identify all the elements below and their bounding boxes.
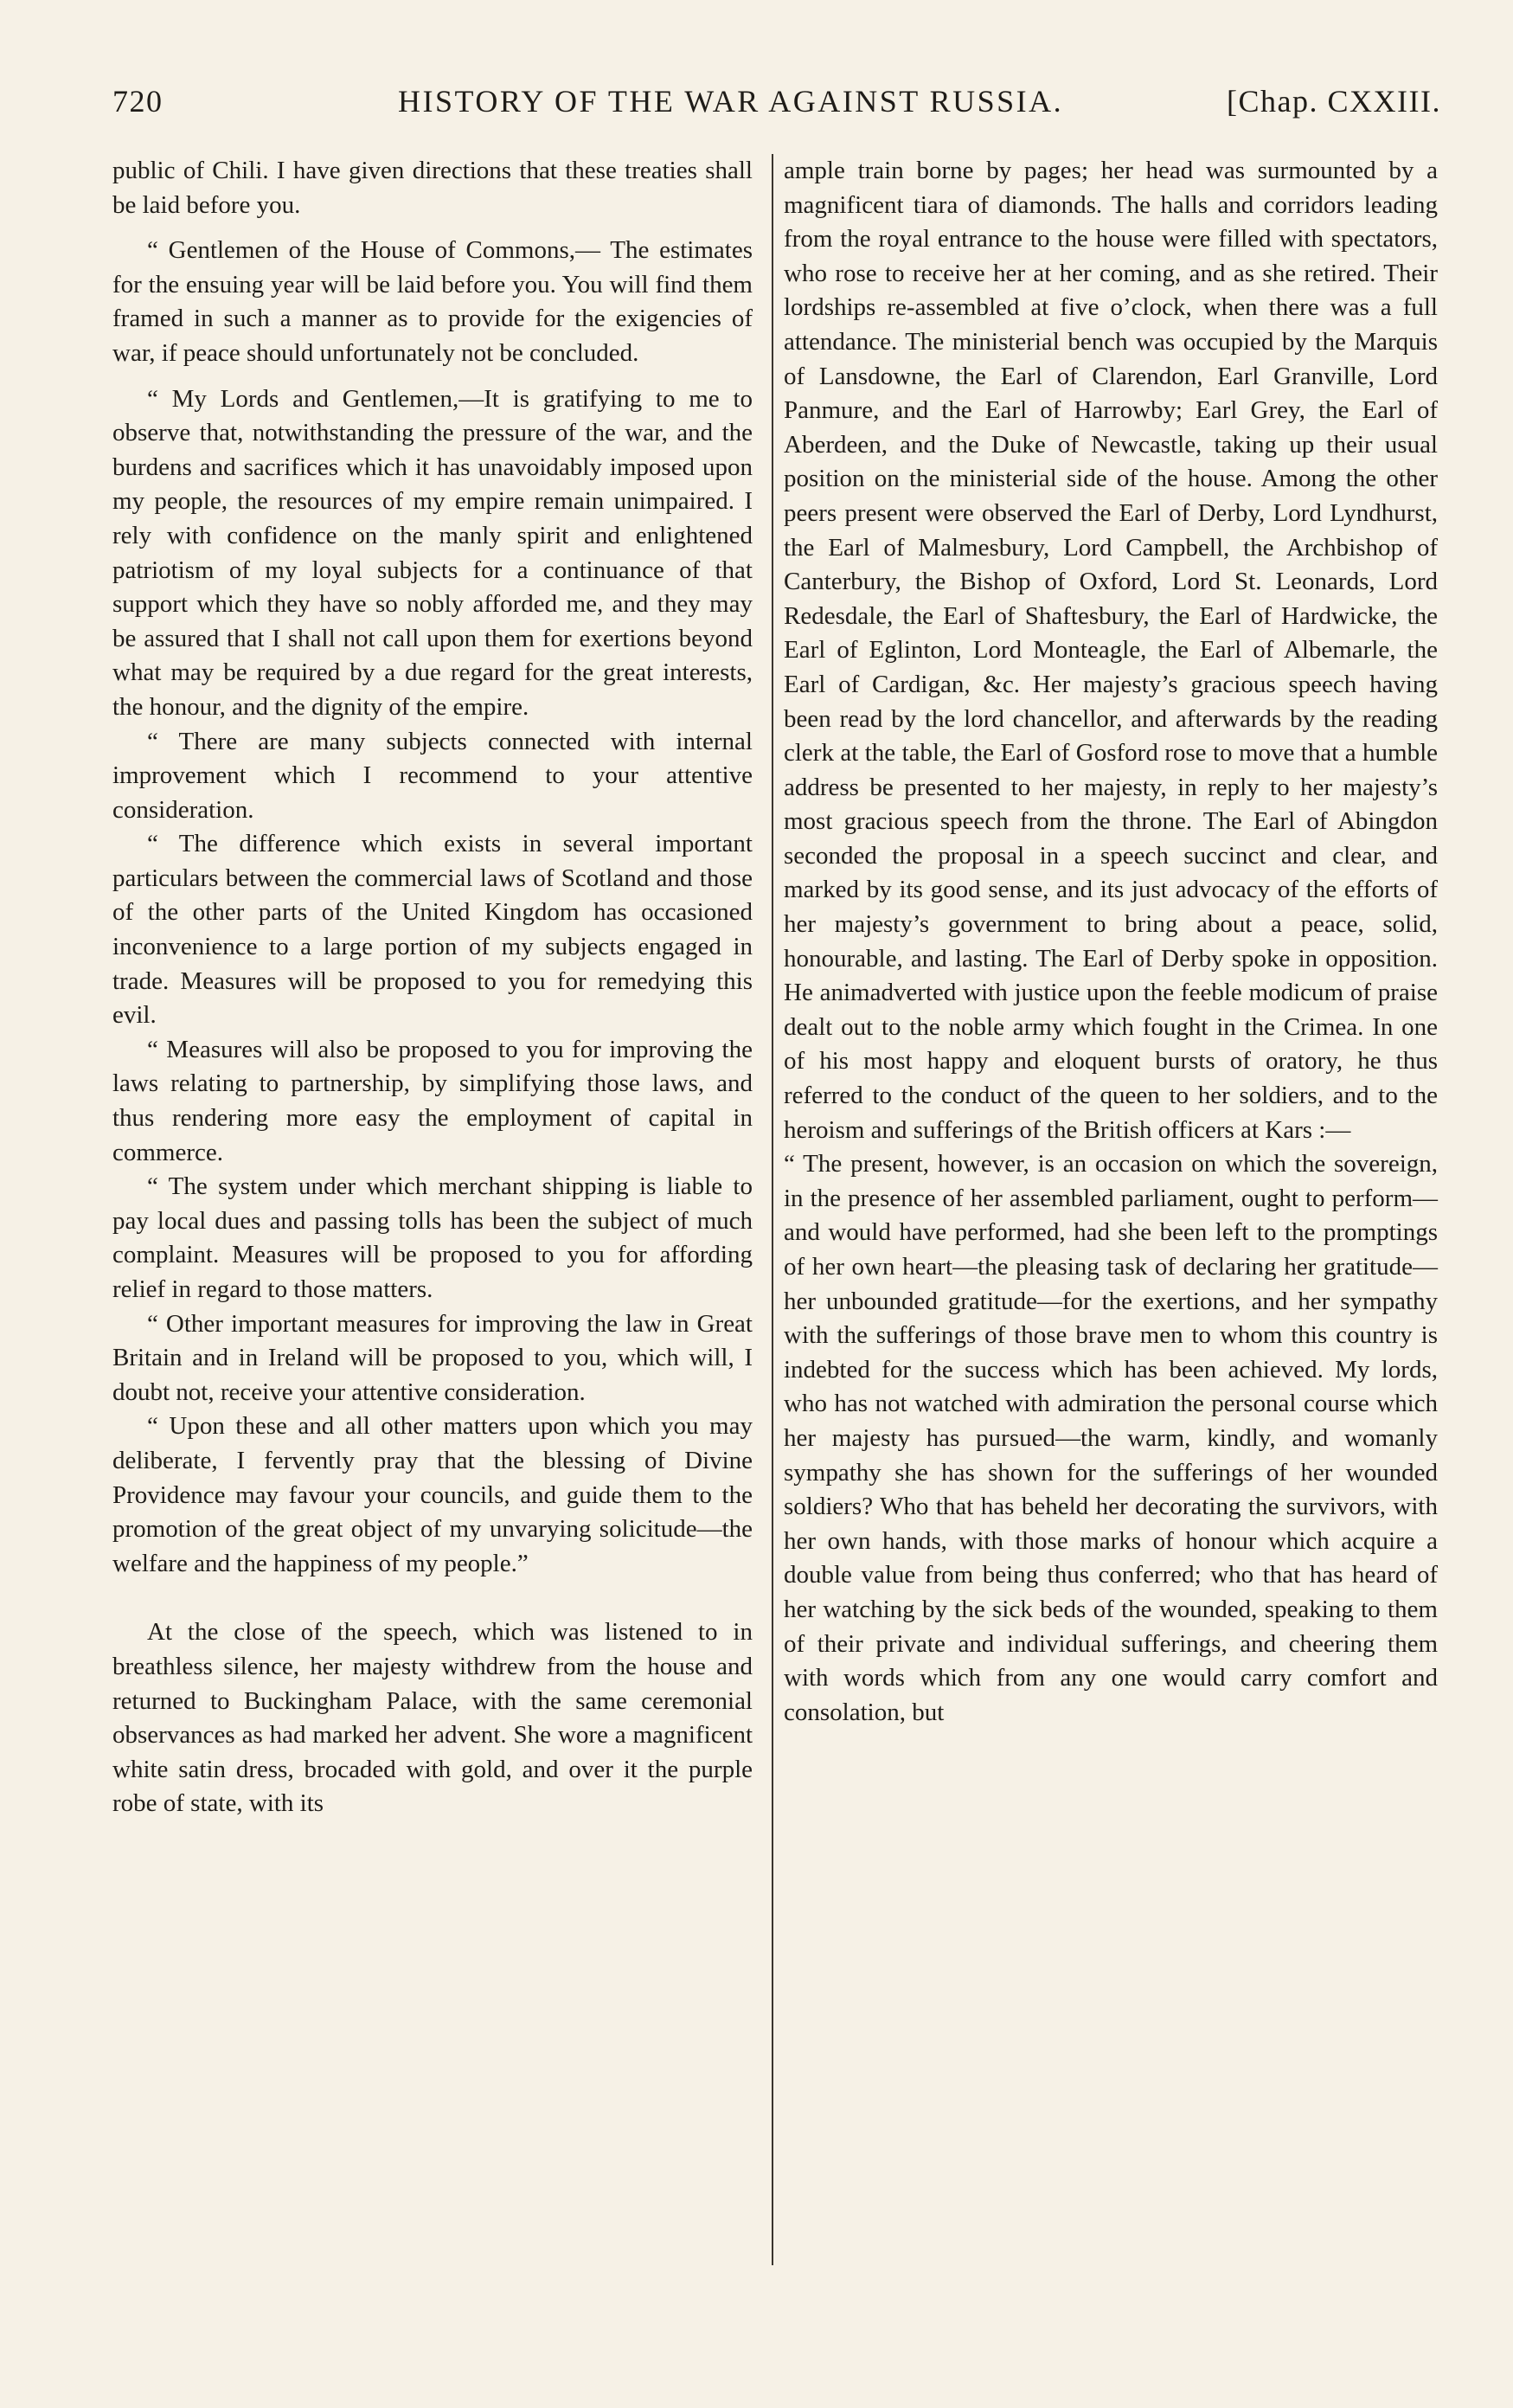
page-number: 720 bbox=[112, 84, 163, 119]
paragraph: “ The system under which merchant shipping is liable to pay local dues and passing tolls has been the subject of much complaint. Measures will be proposed to you for affording relief in regard to those matters. bbox=[112, 1172, 753, 1303]
paragraph: ample train borne by pages; her head was surmounted by a magnificent tiara of diamonds. The halls and corridors leading from the royal entrance to the house were filled with spectators, who rose to receive her at her coming, and as she retired. Their lordships re-assembled at five o’clock, when there was a full attendance. The ministerial bench was occupied by the Marquis of Lansdowne, the Earl of Clarendon, Earl Granville, Lord Panmure, and the Earl of Harrowby; Earl Grey, the Earl of Aberdeen, and the Duke of Newcastle, taking up their usual position on the ministerial side of the house. Among the other peers present were observed the Earl of Derby, Lord Lyndhurst, the Earl of Malmesbury, Lord Campbell, the Archbishop of Canterbury, the Bishop of Oxford, Lord St. Leonards, Lord Redesdale, the Earl of Shaftesbury, the Earl of Hardwicke, the Earl of Eglinton, Lord Monteagle, the Earl of Albemarle, the Earl of Cardigan, &c. Her majesty’s gracious speech having been read by the lord chancellor, and afterwards by the reading clerk at the table, the Earl of Gosford rose to move that a humble address be presented to her majesty, in reply to her majesty’s most gracious speech from the throne. The Earl of Abingdon seconded the proposal in a speech succinct and clear, and marked by its good sense, and its just advocacy of the efforts of her majesty’s government to bring about a peace, solid, honourable, and lasting. The Earl of Derby spoke in opposition. He animadverted with justice upon the feeble modicum of praise dealt out to the noble army which fought in the Crimea. In one of his most happy and eloquent bursts of oratory, he thus referred to the conduct of the queen to her soldiers, and to the heroism and sufferings of the British officers at Kars :— bbox=[784, 157, 1438, 1144]
running-title: HISTORY OF THE WAR AGAINST RUSSIA. bbox=[398, 84, 1064, 119]
paragraph: At the close of the speech, which was listened to in breathless silence, her majesty withdrew from the house and returned to Buckingham Palace, with the same ceremonial observances as had marked her advent. She wore a magnificent white satin dress, brocaded with gold, and over it the purple robe of state, with its bbox=[112, 1618, 753, 1818]
running-head bbox=[112, 83, 1441, 126]
column-divider bbox=[772, 154, 773, 2265]
right-column bbox=[784, 154, 1438, 1730]
paragraph: “ Upon these and all other matters upon which you may deliberate, I fervently pray that the blessing of Divine Providence may favour your councils, and guide them to the promotion of the great object of my unvarying solicitude—the welfare and the happiness of my people.” bbox=[112, 1412, 753, 1577]
paragraph: public of Chili. I have given directions that these treaties shall be laid before you. bbox=[112, 157, 753, 219]
paragraph: “ The present, however, is an occasion on which the sovereign, in the presence of her assembled parliament, ought to perform—and would have performed, had she been left to the promptings of her own heart—the pleasing task of declaring her gratitude—her unbounded gratitude—for the exertions, and her sympathy with the sufferings of those brave men to whom this country is indebted for the success which has been achieved. My lords, who has not watched with admiration the personal course which her majesty has pursued—the warm, kindly, and womanly sympathy she has shown for the sufferings of her wounded soldiers? Who that has beheld her decorating the survivors, with her own hands, with those marks of honour which acquire a double value from being thus conferred; who that has heard of her watching by the sick beds of the wounded, speaking to them of their private and individual sufferings, and cheering them with words which from any one would carry comfort and consolation, but bbox=[784, 1150, 1438, 1726]
paragraph: “ My Lords and Gentlemen,—It is gratifying to me to observe that, notwithstanding the pressure of the war, and the burdens and sacrifices which it has unavoidably imposed upon my people, the resources of my empire remain unimpaired. I rely with confidence on the manly spirit and enlightened patriotism of my loyal subjects for a continuance of that support which they have so nobly afforded me, and they may be assured that I shall not call upon them for exertions beyond what may be required by a due regard for the great interests, the honour, and the dignity of the empire. bbox=[112, 384, 753, 721]
paragraph: “ There are many subjects connected with internal improvement which I recommend to your attentive consideration. bbox=[112, 727, 753, 824]
chapter-label: [Chap. CXXIII. bbox=[1227, 84, 1441, 119]
paragraph: “ The difference which exists in several important particulars between the commercial laws of Scotland and those of the other parts of the United Kingdom has occasioned inconvenience to a large portion of my subjects engaged in trade. Measures will be proposed to you for remedying this evil. bbox=[112, 830, 753, 1030]
paragraph: “ Other important measures for improving the law in Great Britain and in Ireland will be proposed to you, which will, I doubt not, receive your attentive consideration. bbox=[112, 1309, 753, 1406]
paragraph: “ Measures will also be proposed to you for improving the laws relating to partnership, by simplifying those laws, and thus rendering more easy the employment of capital in commerce. bbox=[112, 1035, 753, 1166]
paragraph: “ Gentlemen of the House of Commons,— The estimates for the ensuing year will be laid before you. You will find them framed in such a manner as to provide for the exigencies of war, if peace should unfortunately not be concluded. bbox=[112, 236, 753, 367]
left-column bbox=[112, 154, 753, 1821]
